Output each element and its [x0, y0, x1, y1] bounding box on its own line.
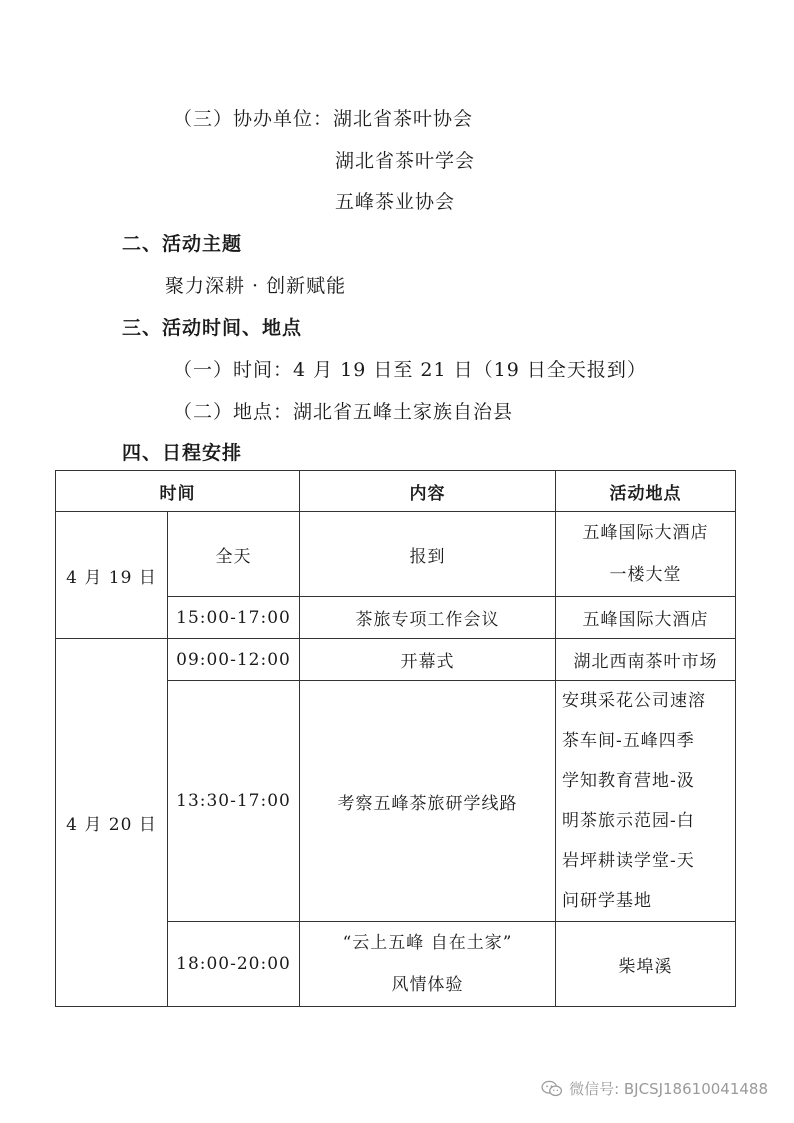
header-time: 时间	[56, 471, 300, 512]
table-row	[56, 512, 736, 597]
location-line: 岩坪耕读学堂-天	[562, 851, 695, 871]
location-line: 明茶旅示范园-白	[562, 811, 695, 831]
time-cell: 全天	[168, 512, 300, 597]
co-organizer-line-3: 五峰茶业协会	[335, 191, 456, 213]
schedule-table	[55, 470, 736, 1007]
event-place: （二）地点：湖北省五峰土家族自治县	[173, 401, 514, 423]
header-location: 活动地点	[556, 471, 736, 512]
watermark	[541, 1078, 768, 1099]
content-cell	[300, 922, 556, 1007]
watermark-text: 微信号: BJCSJ18610041488	[569, 1080, 768, 1098]
location-line: 问研学基地	[562, 891, 652, 911]
theme-text: 聚力深耕 · 创新赋能	[165, 275, 347, 297]
location-cell	[556, 681, 736, 922]
theme-heading: 二、活动主题	[122, 233, 243, 255]
location-cell: 柴埠溪	[556, 922, 736, 1007]
location-cell: 湖北西南茶叶市场	[556, 639, 736, 681]
location-line: 茶车间-五峰四季	[562, 731, 695, 751]
table-header-row	[56, 471, 736, 512]
location-cell	[556, 512, 736, 597]
co-organizer-line-2: 湖北省茶叶学会	[335, 150, 476, 172]
date-cell: 4 月 20 日	[56, 639, 168, 1007]
location-line: 学知教育营地-汲	[562, 771, 695, 791]
table-row	[56, 639, 736, 681]
date-cell: 4 月 19 日	[56, 512, 168, 639]
time-cell: 18:00-20:00	[168, 922, 300, 1007]
content-line: 风情体验	[391, 975, 464, 995]
co-organizer-line-1: （三）协办单位：湖北省茶叶协会	[173, 108, 474, 130]
header-content: 内容	[300, 471, 556, 512]
wechat-icon	[541, 1080, 563, 1098]
time-cell: 09:00-12:00	[168, 639, 300, 681]
time-cell: 13:30-17:00	[168, 681, 300, 922]
location-line: 安琪采花公司速溶	[562, 691, 706, 711]
location-cell: 五峰国际大酒店	[556, 597, 736, 639]
location-line: 五峰国际大酒店	[582, 523, 709, 543]
content-cell: 茶旅专项工作会议	[300, 597, 556, 639]
content-line: “云上五峰 自在土家”	[342, 933, 513, 953]
schedule-heading: 四、日程安排	[122, 442, 243, 464]
event-time: （一）时间：4 月 19 日至 21 日（19 日全天报到）	[173, 359, 647, 381]
location-line: 一楼大堂	[609, 565, 682, 585]
time-place-heading: 三、活动时间、地点	[122, 317, 303, 339]
content-cell: 开幕式	[300, 639, 556, 681]
content-cell: 考察五峰茶旅研学线路	[300, 681, 556, 922]
time-cell: 15:00-17:00	[168, 597, 300, 639]
content-cell: 报到	[300, 512, 556, 597]
